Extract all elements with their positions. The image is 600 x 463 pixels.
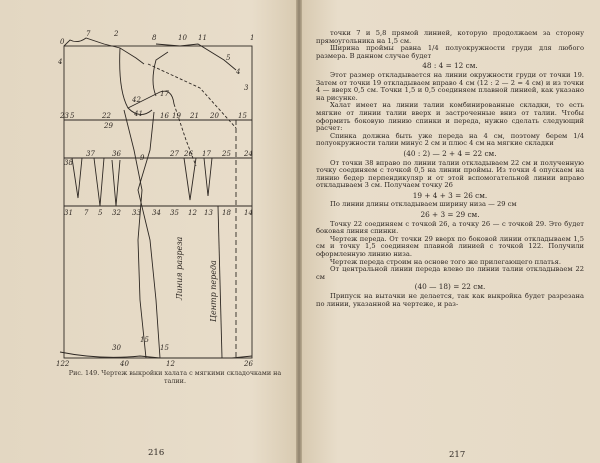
fig-label: 23 — [60, 112, 69, 120]
fig-label: 12 — [166, 360, 175, 368]
text-paragraph: Ширина проймы равна 1/4 полуокружности груди для любого размера. В данном случае будет — [316, 44, 584, 60]
fig-label: 15 — [160, 344, 169, 352]
fig-label: 37 — [86, 150, 95, 158]
fig-label: 35 — [170, 209, 179, 217]
fig-label: 16 — [160, 112, 169, 120]
formula: 48 : 4 = 12 см. — [422, 61, 478, 71]
fig-label: 0 — [60, 38, 65, 46]
text-paragraph: Точку 22 соединяем с точкой 26, а точку 26 — с точкой 29. Это будет боковая линия спинки. — [316, 219, 584, 236]
fig-label: 38 — [64, 159, 73, 167]
fig-label: 4 — [58, 58, 63, 66]
fig-label: 30 — [112, 344, 121, 352]
text-paragraph: Спинка должна быть уже переда на 4 см, поэтому берем 1/4 полуокружности талии минус 2 см и плюс 4 см на мягкие складки — [316, 131, 584, 148]
fig-label: 22 — [102, 112, 111, 120]
fig-label: 2 — [114, 30, 119, 38]
fig-label: 5 — [70, 112, 75, 120]
fig-label: 42 — [132, 96, 141, 104]
fig-label: 10 — [178, 34, 187, 42]
center-front-label: Центр переда — [209, 260, 218, 322]
text-paragraph: Припуск на вытачки не делается, так как выкройка будет разрезана по линии, указанной на чертеже, и раз- — [316, 292, 584, 308]
text-paragraph: Чертеж переда. От точки 29 вверх по боковой линии откладываем 1,5 см и точку 1,5 соединяем плавной линией с точкой 122. Получили оформленную линию низа. — [316, 234, 584, 259]
fig-label: 40 — [120, 360, 129, 368]
fig-label: 17 — [160, 90, 169, 98]
text-paragraph: точки 7 и 5,8 прямой линией, которую продолжаем за сторону прямоугольника на 1,5 см. — [316, 29, 584, 45]
page-number: 217 — [449, 450, 466, 460]
fig-label: 24 — [244, 150, 253, 158]
fig-label: 33 — [132, 209, 141, 217]
fig-label: 15 — [140, 336, 149, 344]
fig-label: 26 — [184, 150, 193, 158]
fig-label: 5 — [98, 209, 103, 217]
fig-label: 27 — [170, 150, 179, 158]
fig-label: 9 — [140, 154, 145, 162]
fig-label: 26 — [244, 360, 253, 368]
text-paragraph: От точки 38 вправо по линии талии откладываем 22 см и полученную точку соединяем с точкой 0,5 на линии проймы. Из точки 4 опускаем на линию бедер перпендикуляр и от этой вспомогательной линии вправо откладываем 3 см. Получаем точку 26 — [316, 158, 584, 190]
fig-label: 7 — [84, 209, 89, 217]
text-paragraph: По линии длины откладываем ширину низа — 29 см — [330, 200, 517, 209]
fig-label: 17 — [202, 150, 211, 158]
fig-label: 7 — [86, 30, 91, 38]
fig-label: 13 — [204, 209, 213, 217]
fig-label: 5 — [226, 54, 231, 62]
fig-label: 25 — [222, 150, 231, 158]
fig-label: 3 — [244, 84, 249, 92]
figure-caption: Рис. 149. Чертеж выкройки халата с мягкими складочками на талии. — [68, 369, 282, 385]
fig-label: 41 — [134, 110, 143, 118]
text-paragraph: От центральной линии переда влево по линии талии откладываем 22 см — [316, 265, 584, 281]
fig-label: 29 — [104, 122, 113, 130]
fig-label: 4 — [236, 68, 241, 76]
fig-label: 1 — [250, 34, 255, 42]
fig-label: 14 — [244, 209, 253, 217]
fig-label: 15 — [238, 112, 247, 120]
fig-label: 32 — [112, 209, 121, 217]
text-paragraph: Халат имеет на линии талии комбинированные складки, то есть мягкие от линии талии вверх и застроченные вниз от талии. Чтобы оформить боковую линию спинки и переда, нужно сделать следующий расчет: — [316, 101, 584, 133]
fig-label: 19 — [172, 112, 181, 120]
fig-label: 34 — [152, 209, 161, 217]
text-paragraph: Этот размер откладывается на линии окружности груди от точки 19. Затем от точки 19 откладываем вправо 4 см (12 : 2 — 2 = 4 см) и из точки 4 — вверх 0,5 см. Точки 1,5 и 0,5 соединяем плавной линией, как указано на рисунке. — [316, 70, 584, 102]
fig-label: 122 — [56, 360, 70, 368]
left-page — [0, 0, 296, 463]
right-page — [302, 0, 600, 463]
formula: 19 + 4 + 3 = 26 см. — [412, 190, 488, 200]
fig-label: 8 — [152, 34, 157, 42]
formula: 26 + 3 = 29 см. — [420, 210, 480, 220]
pattern-drawing — [0, 0, 296, 463]
page-number: 216 — [148, 448, 165, 458]
fig-label: 36 — [112, 150, 121, 158]
body-text — [316, 30, 584, 308]
formula: (40 : 2) — 2 + 4 = 22 см. — [403, 148, 497, 158]
fig-label: 18 — [222, 209, 231, 217]
text-paragraph: Чертеж переда строим на основе того же прилегающего платья. — [330, 257, 561, 266]
line-cut-label: Линия разреза — [175, 236, 184, 300]
fig-label: 11 — [198, 34, 207, 42]
fig-label: 21 — [190, 112, 199, 120]
formula: (40 — 18) = 22 см. — [414, 282, 486, 292]
fig-label: 12 — [188, 209, 197, 217]
fig-label: 20 — [210, 112, 219, 120]
fig-label: 31 — [64, 209, 73, 217]
